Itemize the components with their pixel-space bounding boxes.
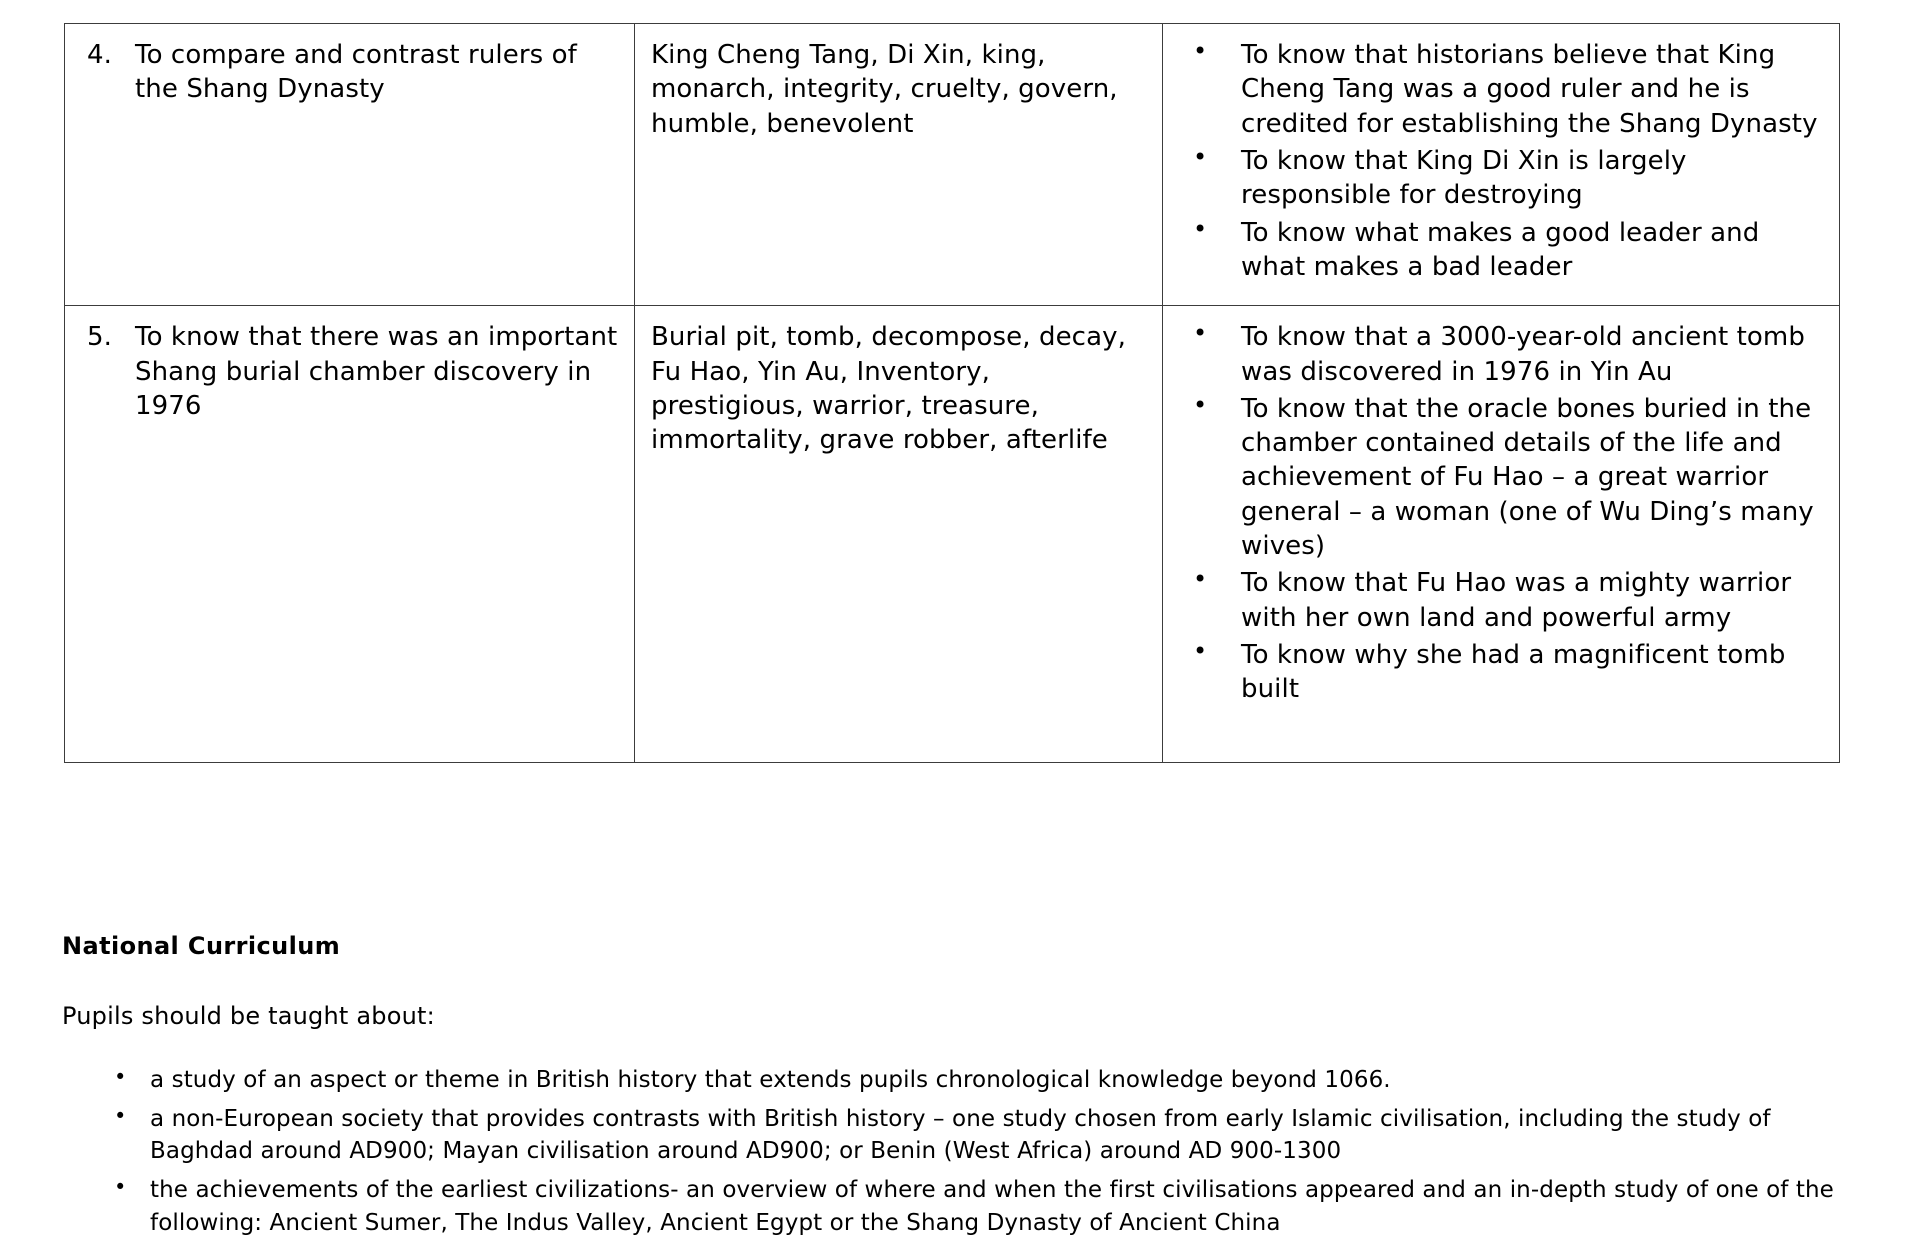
list-item: • a non-European society that provides contrasts with British history – one study chosen from early Islamic civilisation, including the study of Baghdad around AD900; Mayan civilisation around AD900; or Benin (West Africa) around AD 900-1300 xyxy=(62,1103,1862,1168)
list-item: • the achievements of the earliest civilizations- an overview of where and when the first civilisations appeared and an in-depth study of one of the following: Ancient Sumer, The Indus Valley, Ancient Egypt or the Shang Dynasty of Ancient China xyxy=(62,1174,1862,1239)
vocabulary-cell xyxy=(635,24,1163,306)
list-item: • To know that the oracle bones buried in the chamber contained details of the life and achievement of Fu Hao – a great warrior general – a woman (one of Wu Ding’s many wives) xyxy=(1175,392,1827,564)
list-item: • a study of an aspect or theme in British history that extends pupils chronological knowledge beyond 1066. xyxy=(62,1064,1862,1097)
learning-objectives-table xyxy=(64,23,1840,763)
vocabulary-cell xyxy=(635,306,1163,763)
objective-cell xyxy=(65,306,635,763)
national-curriculum-section xyxy=(62,932,1862,1245)
objective-cell xyxy=(65,24,635,306)
national-curriculum-list xyxy=(62,1064,1862,1239)
objective-number: 5. xyxy=(87,322,113,353)
objective-content xyxy=(77,38,622,107)
list-item: • To know that King Di Xin is largely responsible for destroying xyxy=(1175,144,1827,213)
knowledge-list xyxy=(1175,38,1827,284)
knowledge-cell xyxy=(1163,306,1840,763)
knowledge-cell xyxy=(1163,24,1840,306)
table-row xyxy=(65,306,1840,763)
objective-content xyxy=(77,320,622,423)
table-row xyxy=(65,24,1840,306)
list-item: • To know that Fu Hao was a mighty warrior with her own land and powerful army xyxy=(1175,566,1827,635)
knowledge-list xyxy=(1175,320,1827,706)
list-item: • To know why she had a magnificent tomb built xyxy=(1175,638,1827,707)
list-item: • To know that a 3000-year-old ancient tomb was discovered in 1976 in Yin Au xyxy=(1175,320,1827,389)
list-item: • To know that historians believe that King Cheng Tang was a good ruler and he is credited for establishing the Shang Dynasty xyxy=(1175,38,1827,141)
vocabulary-text: King Cheng Tang, Di Xin, king, monarch, integrity, cruelty, govern, humble, benevolent xyxy=(651,40,1118,139)
national-curriculum-intro: Pupils should be taught about: xyxy=(62,1002,435,1030)
objective-number: 4. xyxy=(87,40,113,70)
objective-text: To compare and contrast rulers of the Shang Dynasty xyxy=(135,40,577,105)
list-item: • To know what makes a good leader and what makes a bad leader xyxy=(1175,216,1827,285)
objective-text: To know that there was an important Shang burial chamber discovery in 1976 xyxy=(135,322,618,421)
national-curriculum-heading: National Curriculum xyxy=(62,932,341,960)
vocabulary-text: Burial pit, tomb, decompose, decay, Fu Hao, Yin Au, Inventory, prestigious, warrior, treasure, immortality, grave robber, afterlife xyxy=(651,322,1126,456)
